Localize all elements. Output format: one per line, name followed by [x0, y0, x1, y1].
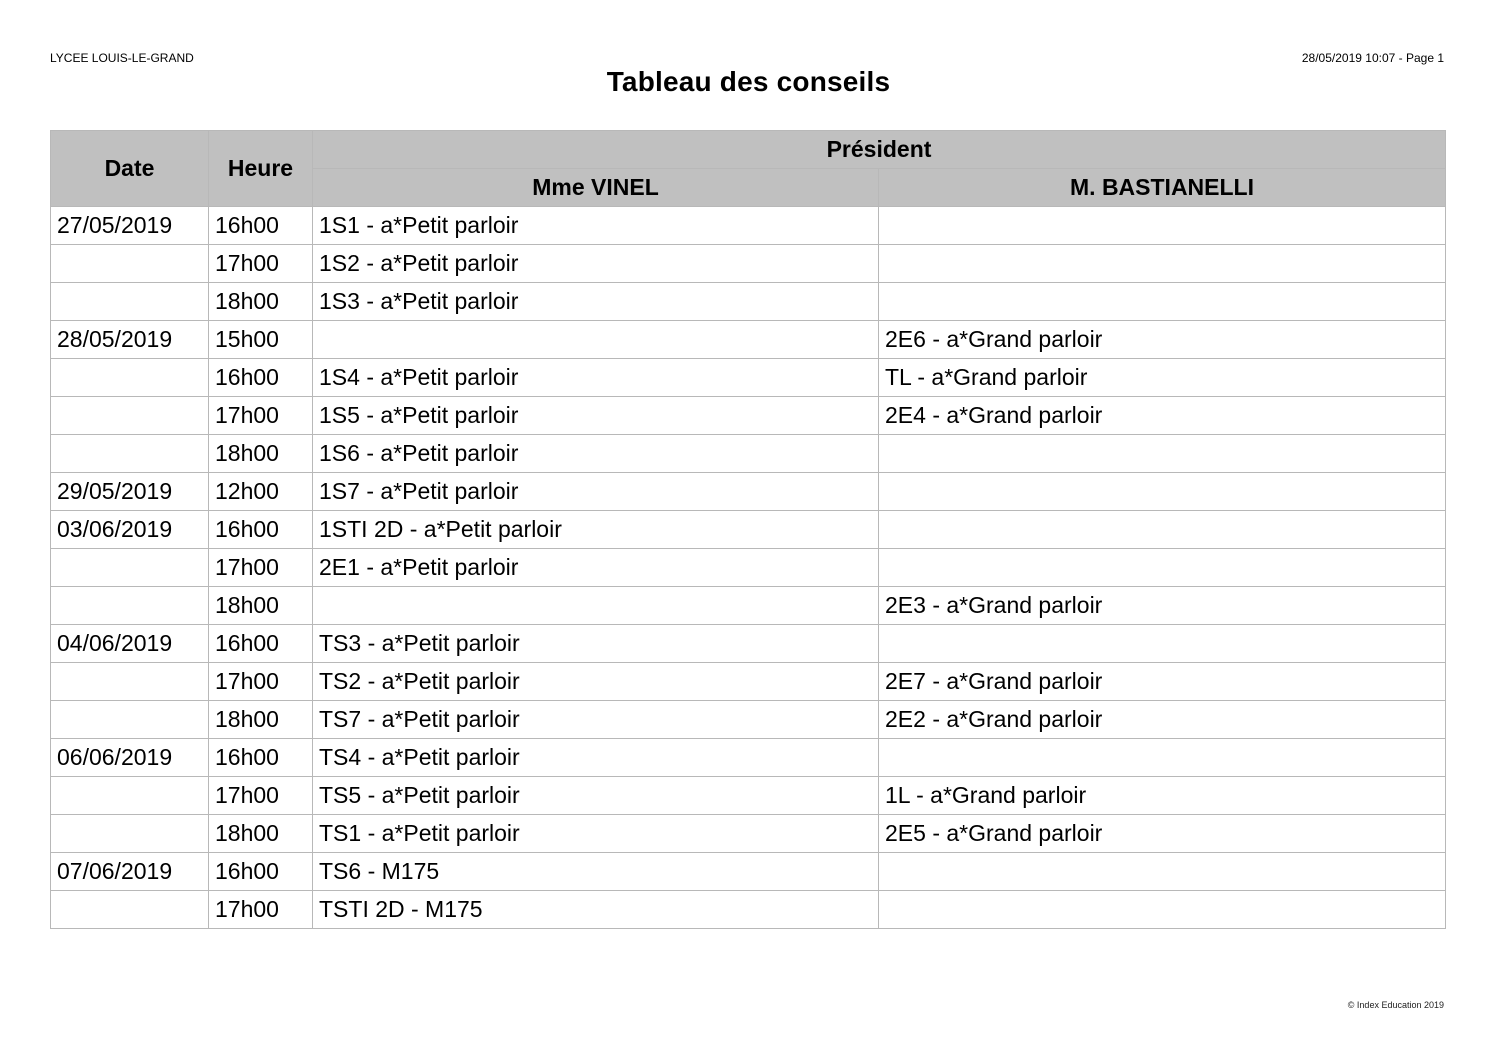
- print-stamp: 28/05/2019 10:07 - Page 1: [1301, 51, 1444, 65]
- column-header-president: Président: [313, 131, 1446, 169]
- cell-date: 27/05/2019: [51, 207, 209, 245]
- cell-vinel: TS6 - M175: [313, 853, 879, 891]
- councils-table: [50, 130, 1446, 929]
- table-row: [51, 511, 1446, 549]
- table-row: [51, 359, 1446, 397]
- table-row: [51, 701, 1446, 739]
- cell-vinel: 1S2 - a*Petit parloir: [313, 245, 879, 283]
- cell-vinel: 1S5 - a*Petit parloir: [313, 397, 879, 435]
- table-row: [51, 663, 1446, 701]
- cell-vinel: 1S6 - a*Petit parloir: [313, 435, 879, 473]
- cell-date: [51, 777, 209, 815]
- cell-bastianelli: TL - a*Grand parloir: [879, 359, 1446, 397]
- school-name: LYCEE LOUIS-LE-GRAND: [50, 51, 194, 65]
- cell-bastianelli: 2E4 - a*Grand parloir: [879, 397, 1446, 435]
- cell-vinel: TS7 - a*Petit parloir: [313, 701, 879, 739]
- cell-heure: 18h00: [209, 587, 313, 625]
- table-row: [51, 397, 1446, 435]
- cell-heure: 17h00: [209, 397, 313, 435]
- cell-heure: 18h00: [209, 283, 313, 321]
- cell-date: [51, 283, 209, 321]
- cell-vinel: TS3 - a*Petit parloir: [313, 625, 879, 663]
- cell-heure: 17h00: [209, 245, 313, 283]
- cell-heure: 18h00: [209, 701, 313, 739]
- cell-heure: 17h00: [209, 663, 313, 701]
- table-row: [51, 435, 1446, 473]
- cell-vinel: 1S1 - a*Petit parloir: [313, 207, 879, 245]
- page-title: Tableau des conseils: [606, 66, 891, 97]
- column-header-date: Date: [51, 131, 209, 207]
- cell-bastianelli: 2E7 - a*Grand parloir: [879, 663, 1446, 701]
- cell-date: 03/06/2019: [51, 511, 209, 549]
- cell-vinel: 2E1 - a*Petit parloir: [313, 549, 879, 587]
- cell-vinel: 1S7 - a*Petit parloir: [313, 473, 879, 511]
- cell-date: [51, 435, 209, 473]
- cell-heure: 17h00: [209, 549, 313, 587]
- table-row: [51, 853, 1446, 891]
- cell-vinel: TS2 - a*Petit parloir: [313, 663, 879, 701]
- cell-vinel: 1S3 - a*Petit parloir: [313, 283, 879, 321]
- table-row: [51, 473, 1446, 511]
- cell-heure: 18h00: [209, 435, 313, 473]
- table-row: [51, 891, 1446, 929]
- cell-date: [51, 397, 209, 435]
- cell-date: [51, 891, 209, 929]
- cell-date: 29/05/2019: [51, 473, 209, 511]
- cell-bastianelli: [879, 245, 1446, 283]
- cell-bastianelli: 1L - a*Grand parloir: [879, 777, 1446, 815]
- cell-date: 28/05/2019: [51, 321, 209, 359]
- cell-bastianelli: 2E5 - a*Grand parloir: [879, 815, 1446, 853]
- cell-bastianelli: [879, 739, 1446, 777]
- cell-bastianelli: [879, 511, 1446, 549]
- table-row: [51, 283, 1446, 321]
- cell-vinel: 1STI 2D - a*Petit parloir: [313, 511, 879, 549]
- cell-heure: 18h00: [209, 815, 313, 853]
- cell-heure: 16h00: [209, 853, 313, 891]
- column-header-heure: Heure: [209, 131, 313, 207]
- table-row: [51, 321, 1446, 359]
- cell-heure: 16h00: [209, 625, 313, 663]
- cell-bastianelli: [879, 283, 1446, 321]
- cell-date: [51, 701, 209, 739]
- cell-vinel: TSTI 2D - M175: [313, 891, 879, 929]
- cell-heure: 17h00: [209, 891, 313, 929]
- cell-vinel: [313, 321, 879, 359]
- cell-vinel: TS1 - a*Petit parloir: [313, 815, 879, 853]
- table-row: [51, 625, 1446, 663]
- cell-date: [51, 815, 209, 853]
- cell-date: 07/06/2019: [51, 853, 209, 891]
- cell-bastianelli: 2E2 - a*Grand parloir: [879, 701, 1446, 739]
- column-header-bastianelli: M. BASTIANELLI: [879, 169, 1446, 207]
- table-row: [51, 549, 1446, 587]
- table-row: [51, 815, 1446, 853]
- cell-vinel: TS4 - a*Petit parloir: [313, 739, 879, 777]
- copyright: © Index Education 2019: [1347, 1000, 1444, 1010]
- cell-heure: 16h00: [209, 739, 313, 777]
- cell-bastianelli: [879, 549, 1446, 587]
- cell-bastianelli: 2E3 - a*Grand parloir: [879, 587, 1446, 625]
- cell-bastianelli: [879, 891, 1446, 929]
- cell-vinel: TS5 - a*Petit parloir: [313, 777, 879, 815]
- cell-heure: 17h00: [209, 777, 313, 815]
- table-row: [51, 207, 1446, 245]
- cell-vinel: 1S4 - a*Petit parloir: [313, 359, 879, 397]
- cell-vinel: [313, 587, 879, 625]
- cell-date: [51, 663, 209, 701]
- cell-heure: 16h00: [209, 207, 313, 245]
- cell-bastianelli: [879, 435, 1446, 473]
- cell-heure: 16h00: [209, 511, 313, 549]
- table-body: [51, 207, 1446, 929]
- cell-bastianelli: [879, 473, 1446, 511]
- cell-bastianelli: [879, 625, 1446, 663]
- cell-heure: 16h00: [209, 359, 313, 397]
- cell-heure: 15h00: [209, 321, 313, 359]
- table-row: [51, 777, 1446, 815]
- cell-bastianelli: [879, 207, 1446, 245]
- table-row: [51, 739, 1446, 777]
- table-row: [51, 587, 1446, 625]
- cell-date: [51, 549, 209, 587]
- cell-heure: 12h00: [209, 473, 313, 511]
- cell-date: [51, 587, 209, 625]
- cell-bastianelli: [879, 853, 1446, 891]
- cell-date: [51, 359, 209, 397]
- cell-date: [51, 245, 209, 283]
- table-row: [51, 245, 1446, 283]
- cell-date: 06/06/2019: [51, 739, 209, 777]
- column-header-vinel: Mme VINEL: [313, 169, 879, 207]
- cell-bastianelli: 2E6 - a*Grand parloir: [879, 321, 1446, 359]
- cell-date: 04/06/2019: [51, 625, 209, 663]
